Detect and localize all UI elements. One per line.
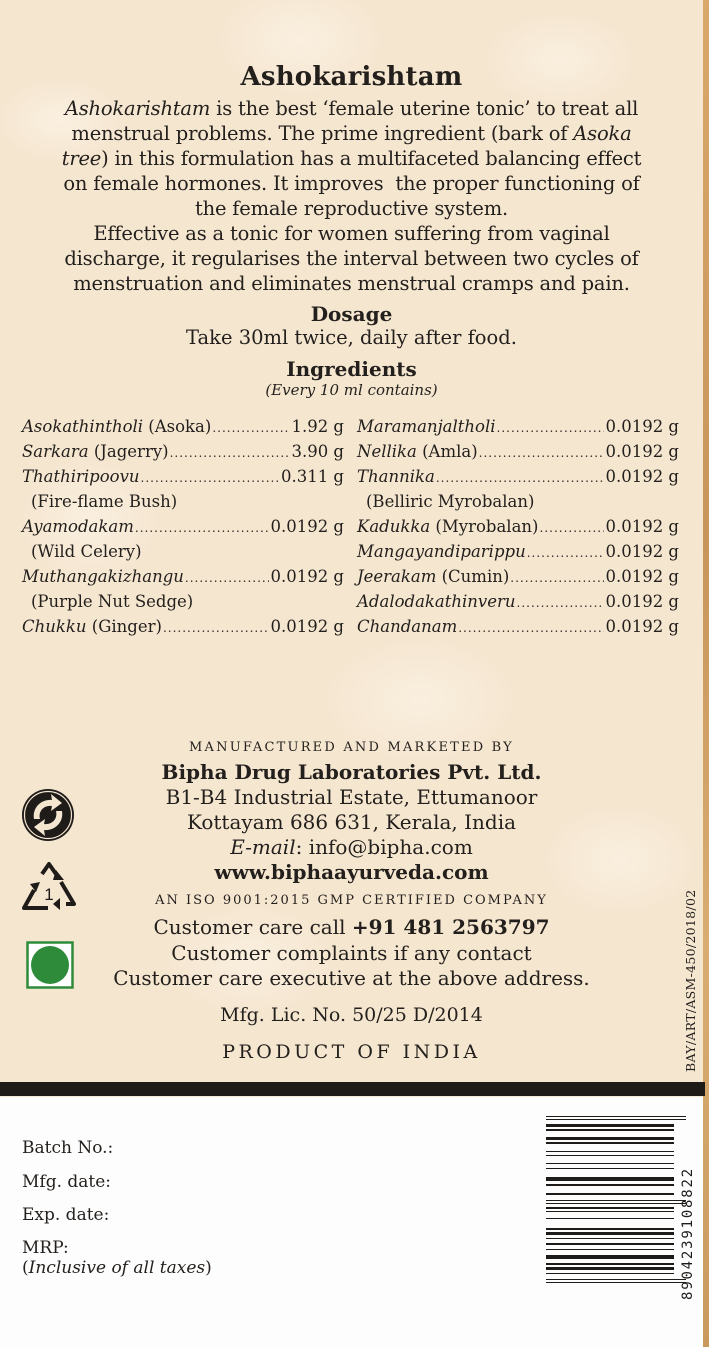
address-line-1: B1-B4 Industrial Estate, Ettumanoor	[165, 785, 538, 809]
exp-date-field: Exp. date:	[22, 1205, 110, 1225]
manufactured-by-caption: MANUFACTURED AND MARKETED BY	[189, 740, 514, 755]
leader-dots	[141, 466, 280, 491]
leader-dots	[517, 591, 605, 616]
mfg-date-field: Mfg. date:	[22, 1172, 112, 1192]
ingredient-common-name: (Belliric Myrobalan)	[366, 492, 535, 511]
svg-text:1: 1	[44, 885, 54, 904]
pet-1-recycling-icon	[20, 860, 78, 916]
ingredients-left-column	[22, 414, 344, 639]
ingredient-row: Sarkara (Jagerry) ..... 3.90 g	[22, 439, 344, 464]
mrp-note: (Inclusive of all taxes)	[22, 1258, 212, 1278]
desc-line-4: on female hormones. It improves the proper functioning of	[63, 172, 640, 195]
ingredient-row: Chandanam ..... 0.0192 g	[357, 614, 679, 639]
ingredient-row: Kadukka (Myrobalan) ..... 0.0192 g	[357, 514, 679, 539]
ingredient-row: Mangayandiparippu ..... 0.0192 g	[357, 539, 679, 564]
product-origin: PRODUCT OF INDIA	[222, 1041, 481, 1063]
website-link[interactable]: www.biphaayurveda.com	[214, 860, 489, 884]
complaints-line-2: Customer care executive at the above address.	[113, 966, 590, 990]
ingredient-row: Adalodakathinveru ..... 0.0192 g	[357, 589, 679, 614]
mrp-field: MRP:	[22, 1238, 69, 1258]
leader-dots	[479, 441, 605, 466]
dosage-text: Take 30ml twice, daily after food.	[186, 326, 517, 349]
label-edge-strip	[703, 0, 709, 1347]
ingredient-row: Maramanjaltholi ..... 0.0192 g	[357, 414, 679, 439]
complaints-line-1: Customer complaints if any contact	[171, 941, 532, 965]
customer-care-line: Customer care call +91 481 2563797	[153, 915, 550, 939]
leader-dots	[185, 566, 270, 591]
art-code: BAY/ART/ASM-450/2018/02	[683, 889, 698, 1072]
product-title: Ashokarishtam	[240, 62, 463, 92]
dosage-heading: Dosage	[310, 302, 393, 326]
desc-line-1: Ashokarishtam is the best ‘female uterine tonic’ to treat all	[64, 97, 639, 120]
ingredient-common-name: (Purple Nut Sedge)	[31, 592, 194, 611]
desc-line-2: menstrual problems. The prime ingredient (bark of Asoka	[71, 122, 632, 145]
leader-dots	[497, 416, 605, 441]
leader-dots	[212, 416, 290, 441]
leader-dots	[510, 566, 604, 591]
mfg-license: Mfg. Lic. No. 50/25 D/2014	[220, 1004, 483, 1026]
barcode	[546, 1116, 702, 1296]
ingredient-common-name: (Fire-flame Bush)	[31, 492, 178, 511]
desc-line-8: menstruation and eliminates menstrual cramps and pain.	[73, 272, 630, 295]
ingredient-row: Nellika (Amla) ..... 0.0192 g	[357, 439, 679, 464]
ingredient-row: Thannika ..... 0.0192 g	[357, 464, 679, 489]
desc-line-5: the female reproductive system.	[194, 197, 509, 220]
company-name: Bipha Drug Laboratories Pvt. Ltd.	[161, 760, 542, 784]
email-link[interactable]: : info@bipha.com	[295, 835, 473, 859]
address-line-2: Kottayam 686 631, Kerala, India	[186, 810, 517, 834]
ingredient-row: Thathiripoovu ..... 0.311 g	[22, 464, 344, 489]
ingredient-common-name: (Wild Celery)	[31, 542, 142, 561]
leader-dots	[436, 466, 605, 491]
ingredient-row: Asokathintholi (Asoka) ..... 1.92 g	[22, 414, 344, 439]
ingredients-right-column	[357, 414, 679, 639]
customer-care-phone[interactable]: +91 481 2563797	[351, 915, 550, 939]
email-line: E-mail: info@bipha.com	[230, 835, 473, 859]
ingredients-subheading: (Every 10 ml contains)	[265, 381, 438, 399]
green-dot-vegetarian-icon	[26, 941, 74, 989]
barcode-digits: 8904239108822	[680, 1167, 696, 1300]
batch-number-field: Batch No.:	[22, 1138, 114, 1158]
product-description	[0, 96, 703, 296]
leader-dots	[135, 516, 270, 541]
separator-band	[0, 1082, 705, 1096]
leader-dots	[163, 616, 270, 641]
leader-dots	[170, 441, 291, 466]
ingredient-row: Muthangakizhangu ..... 0.0192 g	[22, 564, 344, 589]
desc-line-3: tree) in this formulation has a multifaceted balancing effect	[61, 147, 642, 170]
leader-dots	[458, 616, 604, 641]
desc-line-6: Effective as a tonic for women suffering from vaginal	[93, 222, 610, 245]
iso-certification: AN ISO 9001:2015 GMP CERTIFIED COMPANY	[155, 893, 548, 908]
ingredient-row: Ayamodakam ..... 0.0192 g	[22, 514, 344, 539]
leader-dots	[540, 516, 605, 541]
green-point-recycle-icon	[20, 787, 76, 843]
ingredients-heading: Ingredients	[286, 357, 417, 381]
leader-dots	[527, 541, 605, 566]
desc-line-7: discharge, it regularises the interval between two cycles of	[64, 247, 639, 270]
ingredient-row: Jeerakam (Cumin) ..... 0.0192 g	[357, 564, 679, 589]
ingredient-row: Chukku (Ginger) ..... 0.0192 g	[22, 614, 344, 639]
